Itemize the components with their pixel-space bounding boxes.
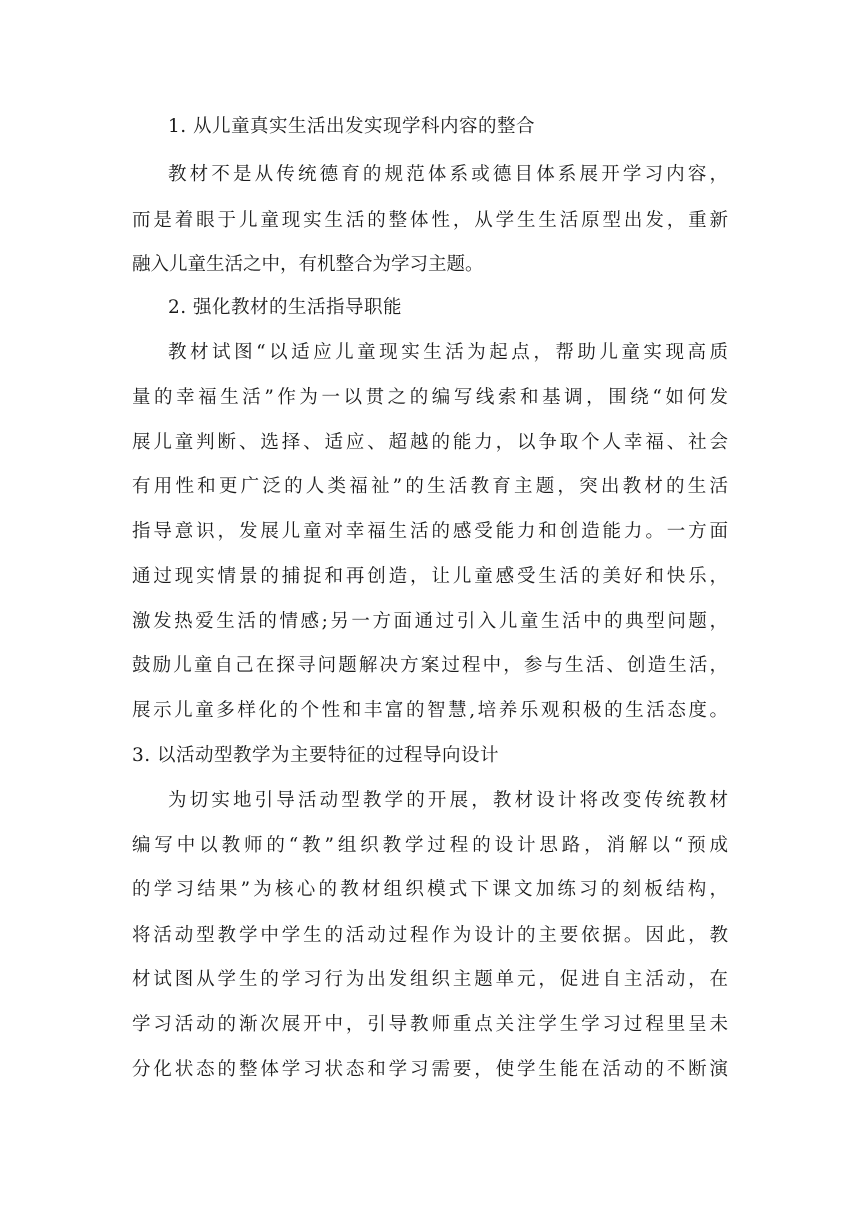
section-2-heading: 2. 强化教材的生活指导职能 <box>168 297 403 318</box>
paragraph-line: 教材不是从传统德育的规范体系或德目体系展开学习内容， <box>168 164 728 185</box>
paragraph-line: 为切实地引导活动型教学的开展，教材设计将改变传统教材 <box>168 790 728 811</box>
paragraph-line: 编写中以教师的“教”组织教学过程的设计思路，消解以“预成 <box>132 835 728 856</box>
section-3-heading: 3. 以活动型教学为主要特征的过程导向设计 <box>132 745 500 766</box>
paragraph-line: 将活动型教学中学生的活动过程作为设计的主要依据。因此，教 <box>132 925 728 946</box>
paragraph-line: 量的幸福生活”作为一以贯之的编写线索和基调，围绕“如何发 <box>132 387 728 408</box>
paragraph-line: 展示儿童多样化的个性和丰富的智慧,培养乐观积极的生活态度。 <box>132 700 728 721</box>
paragraph-line: 通过现实情景的捕捉和再创造，让儿童感受生活的美好和快乐， <box>132 566 728 587</box>
section-1-heading: 1. 从儿童真实生活出发实现学科内容的整合 <box>168 116 536 137</box>
paragraph-line: 鼓励儿童自己在探寻问题解决方案过程中，参与生活、创造生活， <box>132 655 728 676</box>
paragraph-line: 学习活动的渐次展开中，引导教师重点关注学生学习过程里呈未 <box>132 1014 728 1035</box>
paragraph-line: 材试图从学生的学习行为出发组织主题单元，促进自主活动，在 <box>132 969 728 990</box>
paragraph-line: 有用性和更广泛的人类福祉”的生活教育主题，突出教材的生活 <box>132 476 728 497</box>
paragraph-line: 而是着眼于儿童现实生活的整体性，从学生生活原型出发，重新 <box>132 210 728 231</box>
paragraph-line: 分化状态的整体学习状态和学习需要，使学生能在活动的不断演 <box>132 1059 728 1080</box>
paragraph-line: 激发热爱生活的情感;另一方面通过引入儿童生活中的典型问题， <box>132 611 728 632</box>
paragraph-line: 教材试图“以适应儿童现实生活为起点，帮助儿童实现高质 <box>168 342 728 363</box>
paragraph-line: 展儿童判断、选择、适应、超越的能力，以争取个人幸福、社会 <box>132 432 728 453</box>
paragraph-line: 融入儿童生活之中，有机整合为学习主题。 <box>132 254 484 275</box>
paragraph-line: 指导意识，发展儿童对幸福生活的感受能力和创造能力。一方面 <box>132 521 728 542</box>
paragraph-line: 的学习结果”为核心的教材组织模式下课文加练习的刻板结构， <box>132 879 728 900</box>
